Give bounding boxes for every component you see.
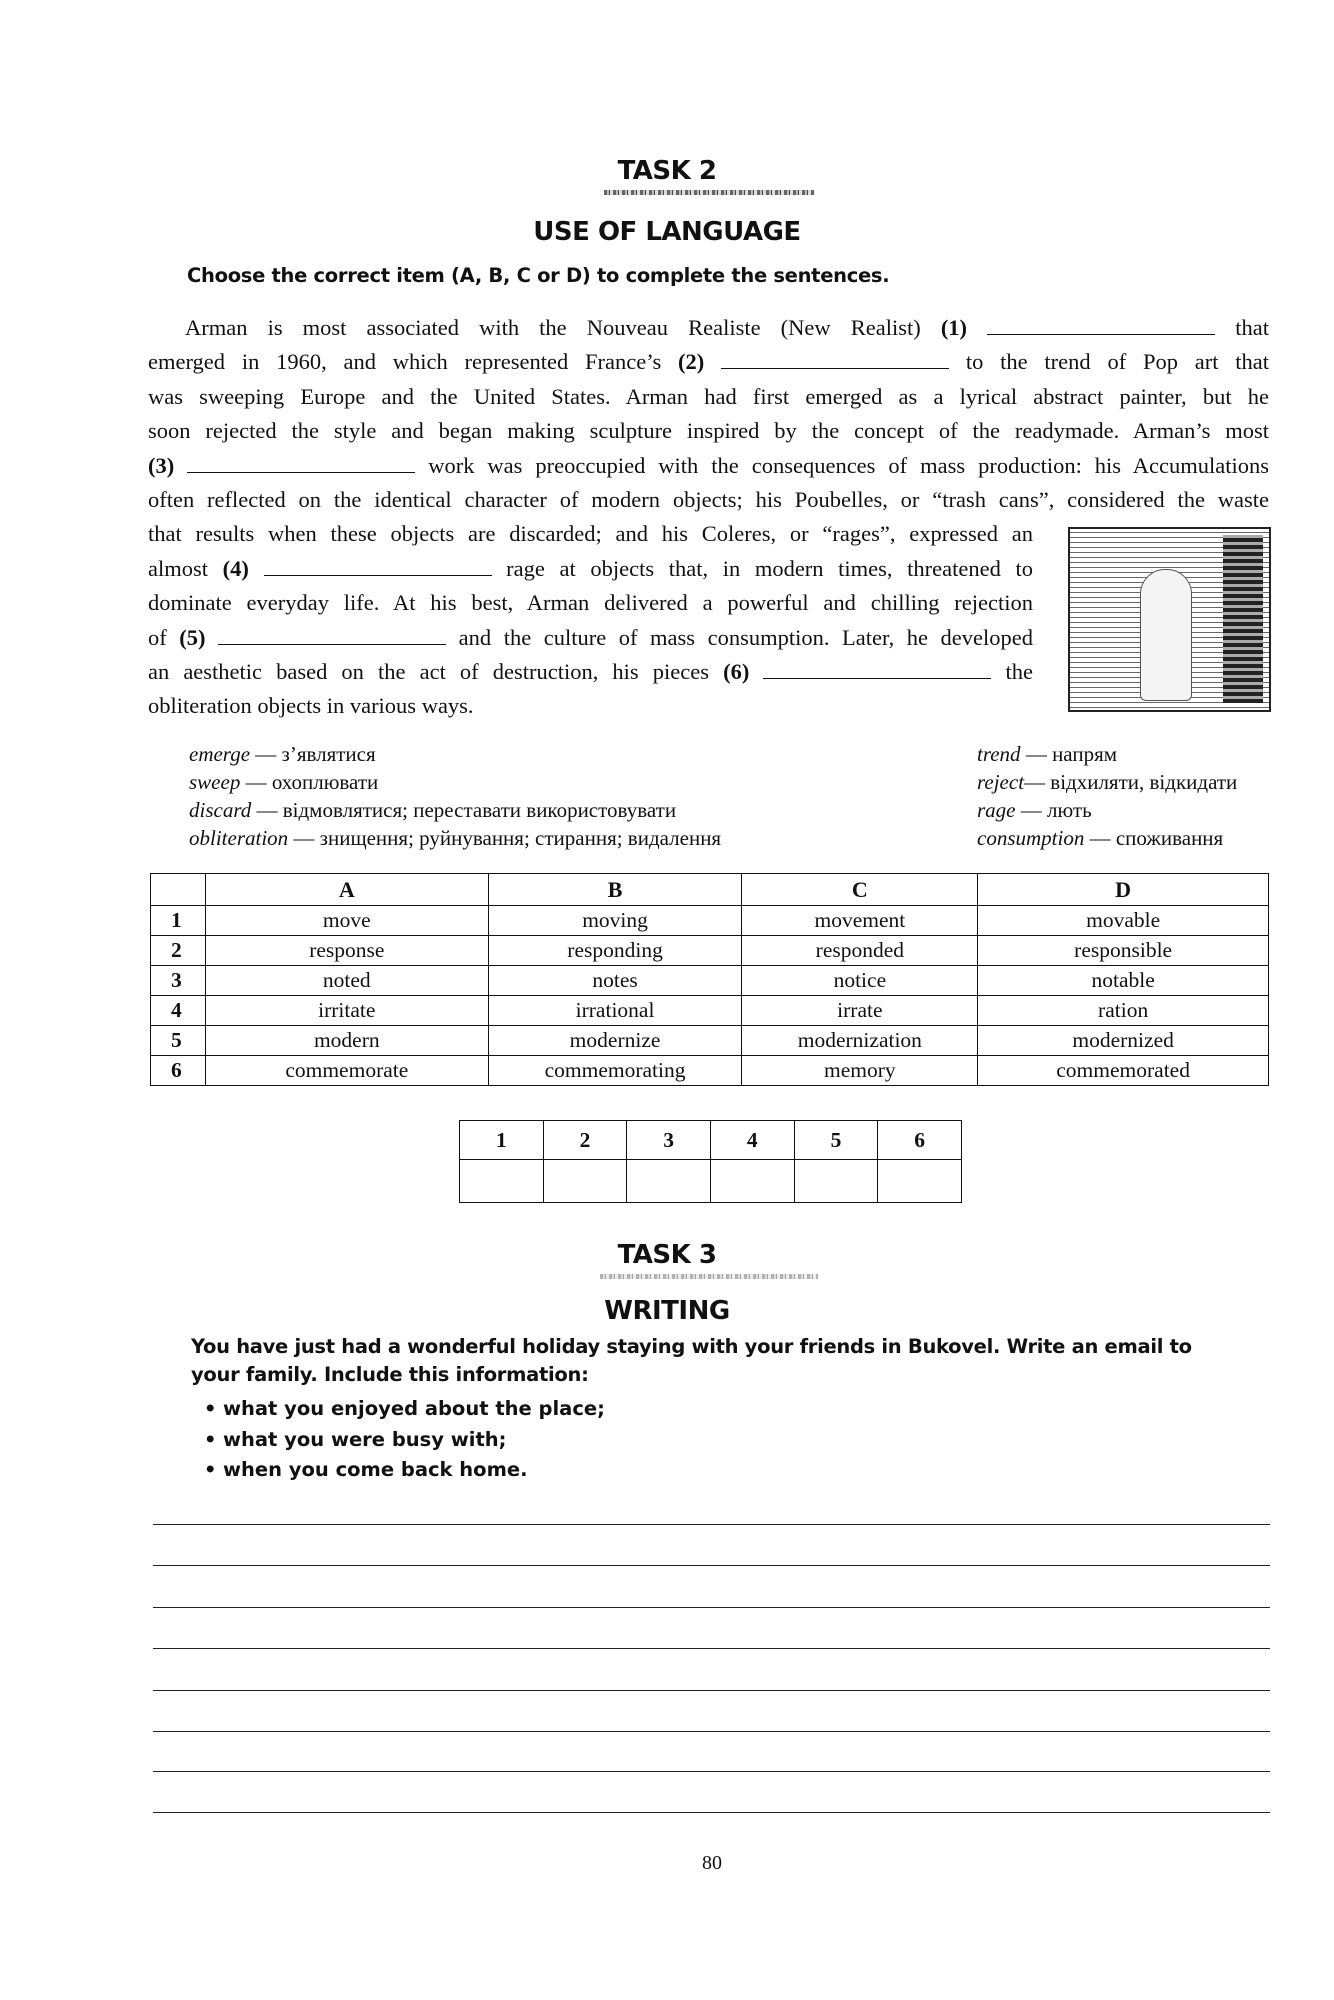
task2-title: TASK 2	[617, 156, 717, 186]
gap-number: (1)	[940, 315, 968, 340]
bullet-icon: •	[204, 1397, 217, 1420]
option-cell: irrate	[742, 996, 978, 1026]
glossary-entry	[977, 796, 1237, 824]
table-row	[151, 996, 1269, 1026]
writing-line[interactable]	[153, 1648, 1270, 1649]
column-header: A	[205, 874, 488, 906]
passage-text: soon rejected the style and began making sculpture inspired by the concept of the readymade. Arman’s most	[148, 418, 1269, 444]
bullet-icon: •	[204, 1428, 217, 1451]
passage-text: emerged in 1960, and which represented France’s	[148, 349, 679, 375]
writing-line[interactable]	[153, 1607, 1270, 1608]
option-cell: memory	[742, 1056, 978, 1086]
task3-instruction-line1: You have just had a wonderful holiday staying with your friends in Bukovel. Write an email to	[191, 1335, 1192, 1358]
answer-grid-cell[interactable]	[543, 1160, 627, 1203]
row-number: 3	[151, 966, 206, 996]
passage-text: often reflected on the identical character of modern objects; his Poubelles, or “trash cans”, considered the waste	[148, 486, 1269, 512]
option-cell: irrational	[488, 996, 742, 1026]
passage-text: work was preoccupied with the consequences of mass production: his Accumulations	[415, 452, 1270, 478]
title-underline	[600, 1274, 818, 1279]
passage-text: the	[991, 658, 1033, 684]
passage-text: obliteration objects in various ways.	[148, 693, 474, 719]
answer-grid-number: 2	[543, 1121, 627, 1160]
option-cell: modernize	[488, 1026, 742, 1056]
answer-grid-number: 1	[460, 1121, 544, 1160]
option-cell: modernization	[742, 1026, 978, 1056]
option-cell: moving	[488, 906, 742, 936]
answer-blank[interactable]	[264, 553, 492, 576]
column-header: B	[488, 874, 742, 906]
answer-grid-number: 5	[794, 1121, 878, 1160]
bullet-item	[204, 1458, 528, 1481]
table-row	[151, 936, 1269, 966]
row-number: 2	[151, 936, 206, 966]
glossary-definition: — напрям	[1020, 742, 1118, 766]
gap-number: (6)	[723, 658, 750, 684]
page-number: 80	[702, 1852, 722, 1874]
passage-line	[148, 345, 1269, 379]
glossary-definition: — лють	[1015, 798, 1092, 822]
bullet-text: what you enjoyed about the place;	[223, 1397, 605, 1420]
passage-text: was sweeping Europe and the United States. Arman had first emerged as a lyrical abstract painter, but he	[148, 383, 1269, 409]
column-header: C	[742, 874, 978, 906]
passage-line	[148, 586, 1033, 620]
passage-text	[749, 659, 763, 684]
glossary-word: consumption	[977, 826, 1085, 850]
glossary-definition: — відмовлятися; переставати використовувати	[251, 798, 677, 822]
title-underline	[604, 190, 814, 195]
option-cell: movable	[978, 906, 1269, 936]
answer-blank[interactable]	[987, 312, 1215, 335]
passage-text	[249, 556, 264, 581]
bullet-item	[204, 1397, 605, 1420]
glossary-word: obliteration	[189, 826, 289, 850]
glossary-definition: — охоплювати	[240, 770, 379, 794]
passage-text	[206, 625, 219, 650]
answer-blank[interactable]	[218, 622, 446, 645]
bullet-icon: •	[204, 1458, 217, 1481]
glossary-word: trend	[977, 742, 1021, 766]
answer-blank[interactable]	[763, 656, 991, 679]
passage-line	[148, 689, 1033, 723]
passage-line	[148, 311, 1269, 345]
passage-line	[148, 449, 1269, 483]
glossary-word: sweep	[189, 770, 241, 794]
passage-line	[148, 517, 1033, 551]
column-header: D	[978, 874, 1269, 906]
gap-number: (4)	[222, 555, 249, 581]
bullet-item	[204, 1428, 506, 1451]
glossary-entry	[189, 796, 721, 824]
answer-grid-number: 4	[710, 1121, 794, 1160]
glossary-definition: — знищення; руйнування; стирання; видалення	[288, 826, 722, 850]
passage-text	[704, 349, 721, 374]
glossary-right	[977, 740, 1237, 852]
option-cell: responded	[742, 936, 978, 966]
passage-text: rage at objects that, in modern times, threatened to	[491, 555, 1033, 581]
gap-number: (2)	[678, 349, 705, 375]
passage-text: of	[148, 624, 180, 650]
task2-section-title: USE OF LANGUAGE	[533, 217, 801, 247]
glossary-word: rage	[977, 798, 1016, 822]
answer-grid-number: 3	[627, 1121, 711, 1160]
answer-grid-cell[interactable]	[460, 1160, 544, 1203]
glossary-definition: — споживання	[1084, 826, 1224, 850]
option-cell: notes	[488, 966, 742, 996]
writing-line[interactable]	[153, 1565, 1270, 1566]
option-cell: move	[205, 906, 488, 936]
answer-blank[interactable]	[721, 346, 949, 369]
passage-text	[967, 315, 987, 340]
answer-grid-cell[interactable]	[710, 1160, 794, 1203]
passage-line	[148, 414, 1269, 448]
glossary-word: reject	[977, 770, 1025, 794]
glossary-left	[189, 740, 721, 852]
answer-grid-number: 6	[878, 1121, 962, 1160]
passage-text: to the trend of Pop art that	[949, 349, 1270, 375]
option-cell: responding	[488, 936, 742, 966]
bullet-text: what you were busy with;	[223, 1428, 507, 1451]
writing-line[interactable]	[153, 1771, 1270, 1772]
option-cell: noted	[205, 966, 488, 996]
artwork-side-panel	[1223, 535, 1263, 703]
answer-blank[interactable]	[187, 450, 415, 473]
passage-line	[148, 621, 1033, 655]
table-row	[151, 1026, 1269, 1056]
passage-text: and the culture of mass consumption. Later, he developed	[446, 624, 1033, 650]
artwork-image	[1068, 527, 1271, 712]
passage-text: dominate everyday life. At his best, Arman delivered a powerful and chilling rejection	[148, 590, 1033, 616]
row-number: 1	[151, 906, 206, 936]
table-row	[151, 906, 1269, 936]
passage-line	[148, 655, 1033, 689]
passage-text: Arman is most associated with the Nouveau Realiste (New Realist)	[185, 315, 941, 340]
passage-text: almost	[148, 555, 223, 581]
answer-grid-cell[interactable]	[878, 1160, 962, 1203]
task2-instruction: Choose the correct item (A, B, C or D) to complete the sentences.	[187, 264, 890, 287]
glossary-entry	[977, 740, 1237, 768]
gap-number: (3)	[148, 452, 175, 478]
glossary-definition: — відхиляти, відкидати	[1024, 770, 1238, 794]
passage-line	[148, 380, 1269, 414]
passage-text: an aesthetic based on the act of destruction, his pieces	[148, 658, 724, 684]
answer-grid-cell[interactable]	[627, 1160, 711, 1203]
glossary-entry	[189, 768, 721, 796]
option-cell: irritate	[205, 996, 488, 1026]
bullet-text: when you come back home.	[223, 1458, 528, 1481]
task3-section-title: WRITING	[604, 1296, 730, 1326]
writing-line[interactable]	[153, 1731, 1270, 1732]
option-cell: responsible	[978, 936, 1269, 966]
options-table	[150, 873, 1269, 1086]
option-cell: commemorating	[488, 1056, 742, 1086]
task3-title: TASK 3	[617, 1240, 717, 1270]
passage-text: that	[1215, 315, 1270, 340]
option-cell: response	[205, 936, 488, 966]
option-cell: commemorate	[205, 1056, 488, 1086]
row-number: 6	[151, 1056, 206, 1086]
table-row	[151, 1056, 1269, 1086]
option-cell: commemorated	[978, 1056, 1269, 1086]
writing-line[interactable]	[153, 1812, 1270, 1813]
option-cell: modernized	[978, 1026, 1269, 1056]
option-cell: notable	[978, 966, 1269, 996]
row-number: 4	[151, 996, 206, 1026]
option-cell: ration	[978, 996, 1269, 1026]
row-number: 5	[151, 1026, 206, 1056]
glossary-word: emerge	[189, 742, 251, 766]
passage-line	[148, 552, 1033, 586]
task3-instruction-line2: your family. Include this information:	[191, 1363, 589, 1386]
passage-text	[174, 453, 187, 478]
writing-line[interactable]	[153, 1690, 1270, 1691]
glossary-entry	[977, 824, 1237, 852]
artwork-figure	[1140, 569, 1192, 701]
glossary-word: discard	[189, 798, 252, 822]
writing-line[interactable]	[153, 1524, 1270, 1525]
option-cell: modern	[205, 1026, 488, 1056]
glossary-entry	[977, 768, 1237, 796]
glossary-entry	[189, 824, 721, 852]
option-cell: movement	[742, 906, 978, 936]
answer-grid	[459, 1120, 962, 1203]
passage-text: that results when these objects are discarded; and his Coleres, or “rages”, expressed an	[148, 521, 1033, 547]
gap-number: (5)	[179, 624, 206, 650]
option-cell: notice	[742, 966, 978, 996]
answer-grid-cell[interactable]	[794, 1160, 878, 1203]
glossary-entry	[189, 740, 721, 768]
table-row	[151, 966, 1269, 996]
glossary-definition: — з’являтися	[250, 742, 376, 766]
corner-cell	[151, 874, 206, 906]
passage-line	[148, 483, 1269, 517]
